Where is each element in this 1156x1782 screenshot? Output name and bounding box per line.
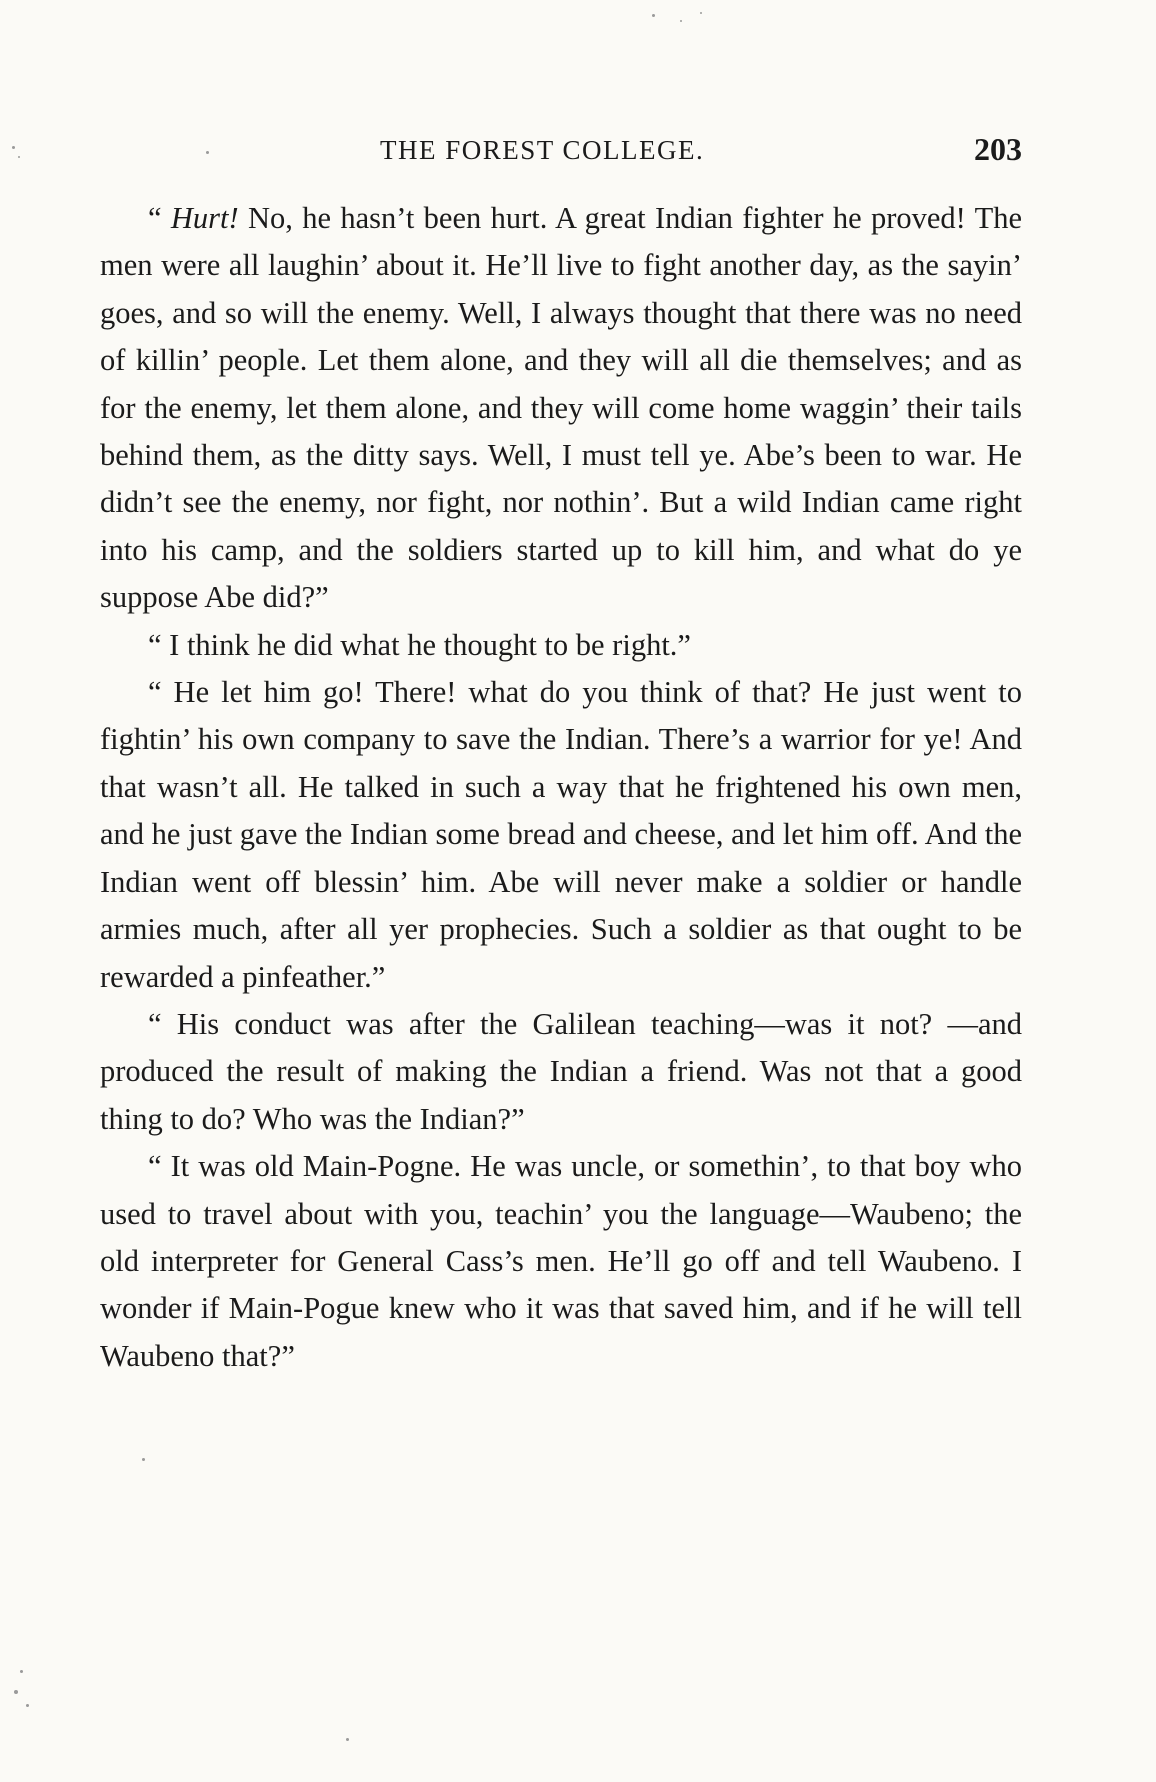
scan-speck (142, 1458, 145, 1461)
scan-speck (20, 1670, 23, 1673)
paragraph-3: “ He let him go! There! what do you think of that? He just went to fightin’ his own company to save the Indian. There’s a warrior for ye! And that wasn’t all. He talked in such a way that he frightened his own men, and he just gave the Indian some bread and cheese, and let him off. And the Indian went off blessin’ him. Abe will never make a soldier or handle armies much, after all yer prophecies. Such a soldier as that ought to be rewarded a pinfeather.” (100, 675, 1022, 994)
running-title: THE FOREST COLLEGE. (380, 135, 705, 165)
page-number: 203 (974, 131, 1022, 167)
paragraph-5: “ It was old Main-Pogne. He was uncle, or somethin’, to that boy who used to travel about with you, teachin’ you the language—Waubeno; the old interpreter for General Cass’s men. He’ll go off and tell Waubeno. I wonder if Main-Pogue knew who it was that saved him, and if he will tell Waubeno that?” (100, 1149, 1022, 1373)
scan-speck (206, 151, 209, 154)
scan-speck (26, 1704, 29, 1707)
scan-speck (18, 156, 20, 158)
scan-speck (652, 14, 655, 17)
paragraph-1-italic-lead: Hurt! (170, 201, 239, 235)
scan-speck (680, 20, 682, 22)
body-text (100, 195, 1022, 1380)
paragraph-4: “ His conduct was after the Galilean teaching—was it not? —and produced the result of making the Indian a friend. Was not that a good thing to do? Who was the Indian?” (100, 1006, 1022, 1136)
scan-speck (346, 1738, 349, 1741)
paragraph-1-open-quote: “ (148, 201, 171, 235)
paragraph-1 (100, 195, 1022, 622)
running-head (100, 132, 1022, 172)
scan-speck (14, 1690, 18, 1694)
book-page (100, 0, 1022, 1782)
scan-speck (12, 146, 15, 149)
paragraph-2: “ I think he did what he thought to be right.” (148, 627, 691, 662)
scan-speck (700, 12, 702, 14)
paragraph-1-text: No, he hasn’t been hurt. A great Indian fighter he proved! The men were all laughin’ about it. He’ll live to fight another day, as the sayin’ goes, and so will the enemy. Well, I always thought that there was no need of killin’ people. Let them alone, and they will all die themselves; and as for the enemy, let them alone, and they will come home waggin’ their tails behind them, as the ditty says. Well, I must tell ye. Abe’s been to war. He didn’t see the enemy, nor fight, nor nothin’. But a wild Indian came right into his camp, and the soldiers started up to kill him, and what do ye suppose Abe did?” (100, 201, 1022, 615)
